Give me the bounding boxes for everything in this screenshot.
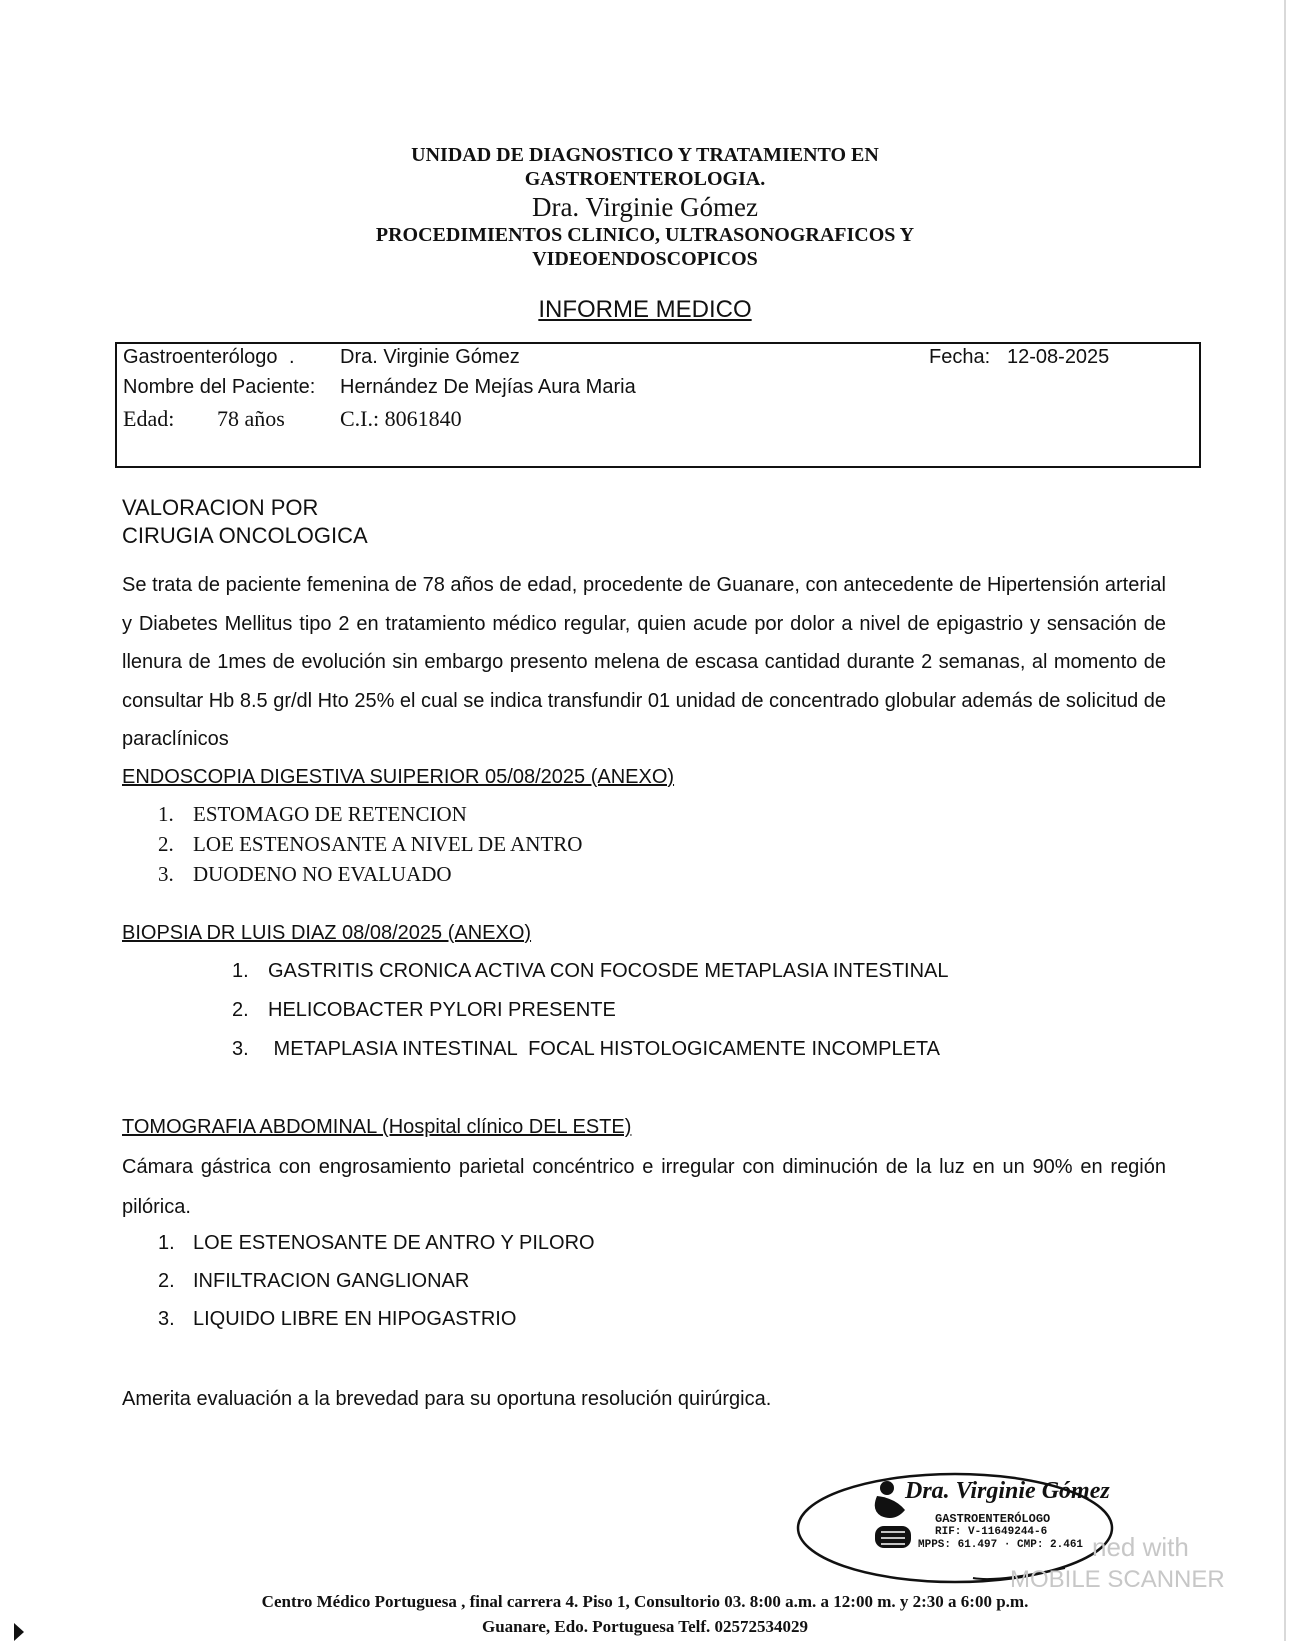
clinic-name-line1: UNIDAD DE DIAGNOSTICO Y TRATAMIENTO EN <box>411 144 879 166</box>
valoracion-line1: VALORACION POR <box>122 495 319 520</box>
paciente-label: Nombre del Paciente: <box>123 376 316 398</box>
stamp-rif: RIF: V-11649244-6 <box>935 1526 1048 1538</box>
scanner-watermark-line1: ned with <box>1092 1532 1189 1562</box>
stamp-role: GASTROENTERÓLOGO <box>935 1512 1051 1526</box>
doctor-name-header: Dra. Virginie Gómez <box>531 192 759 222</box>
procedures-header <box>0 223 1290 271</box>
tomografia-heading: TOMOGRAFIA ABDOMINAL (Hospital clínico DEL ESTE) <box>122 1116 632 1138</box>
valoracion-heading <box>122 494 368 550</box>
document-page: UNIDAD DE DIAGNOSTICO Y TRATAMIENTO EN GASTROENTEROLOGIA. Dra. Virginie Gómez PROCEDIMIENTOS CLINICO, ULTRASONOGRAFICOS Y VIDEOENDOSCOPICOS INFORME MEDICO Gastroenterólogo . Dra. Virginie Gómez Fecha: 12-08-2025 Nombre del Paciente: Hernández De Mejías Aura Maria Edad: 78 años C.I.: 8061840 VALORACION POR CIRUGIA ONCOLOGICA Se trata de paciente femenina de 78 años de edad, procedente de Guanare, con antecedente de Hipertensión arterial y Diabetes Mellitus tipo 2 en tratamiento médico regular, quien acude por dolor a nivel de epigastrio y sensación de llenura de 1mes de evolución sin embargo presento melena de escasa cantidad durante 2 semanas, al momento de consultar Hb 8.5 gr/dl Hto 25% el cual se indica transfundir 01 unidad de concentrado globular además de solicitud de paraclínicos ENDOSCOPIA DIGESTIVA SUIPERIOR 05/08/2025 (ANEXO) 1. ESTOMAGO DE RETENCION 2. LOE ESTENOSANTE A NIVEL DE ANTRO 3. DUODENO NO EVALUADO BIOPSIA DR LUIS DIAZ 08/08/2025 (ANEXO) 1. GASTRITIS CRONICA ACTIVA CON FOCOSDE METAPLASIA INTESTINAL 2. HELICOBACTER PYLORI PRESENTE 3. METAPLASIA INTESTINAL FOCAL HISTOLOGICAMENTE INCOMPLETA TOMOGRAFIA ABDOMINAL (Hospital clínico DEL ESTE) Cámara gástrica con engrosamiento parietal concéntrico e irregular con diminución de la luz en un 90% en región pilórica. 1. LOE ESTENOSANTE DE ANTRO Y PILORO 2. INFILTRACION GANGLIONAR 3. LIQUIDO LIBRE EN HIPOGASTRIO Amerita evaluación a la brevedad para su oportuna resolución quirúrgica. Dra. Virginie Gómez GASTROENTERÓLOGO RIF: V-11649244-6 MPPS: 61.497 · CMP: 2.461 ned with MOBILE SCANNER Centro Médico Portuguesa , final carrera 4. Piso 1, Consultorio 03. 8:00 a.m. a 12:00 m. y 2:30 a 6:00 p.m. Guanare, Edo. Portuguesa Telf. 02572534029 <box>0 0 1290 1641</box>
footer-address: Centro Médico Portuguesa , final carrera 4. Piso 1, Consultorio 03. 8:00 a.m. a 12:00 m. y 2:30 a 6:00 p.m. <box>261 1592 1029 1611</box>
corner-arrow-mark <box>14 1623 24 1641</box>
gastro-value: Dra. Virginie Gómez <box>340 346 520 368</box>
edad-value: 78 años <box>217 406 285 431</box>
tomografia-text: Cámara gástrica con engrosamiento parietal concéntrico e irregular con diminución de la luz en un 90% en región pilórica. <box>122 1156 1166 1218</box>
paciente-value: Hernández De Mejías Aura Maria <box>340 376 636 398</box>
fecha-value: 12-08-2025 <box>1007 346 1110 368</box>
report-title: INFORME MEDICO <box>538 296 752 323</box>
stamp-mpps: MPPS: 61.497 · CMP: 2.461 <box>918 1539 1084 1551</box>
gastro-label: Gastroenterólogo <box>123 346 278 368</box>
clinical-summary-paragraph: Se trata de paciente femenina de 78 años de edad, procedente de Guanare, con antecedente de Hipertensión arterial y Diabetes Mellitus tipo 2 en tratamiento médico regular, quien acude por dolor a nivel de epigastrio y sensación de llenura de 1mes de evolución sin embargo presento melena de escasa cantidad durante 2 semanas, al momento de consultar Hb 8.5 gr/dl Hto 25% el cual se indica transfundir 01 unidad de concentrado globular además de solicitud de paraclínicos <box>122 574 1166 750</box>
procedures-line2: VIDEOENDOSCOPICOS <box>532 248 758 270</box>
fecha-label: Fecha: <box>929 346 991 368</box>
gastro-dot: . <box>289 346 295 368</box>
footer-contact: Guanare, Edo. Portuguesa Telf. 02572534029 <box>481 1617 809 1636</box>
ci-value: C.I.: 8061840 <box>340 406 462 431</box>
endoscopia-heading: ENDOSCOPIA DIGESTIVA SUIPERIOR 05/08/2025 (ANEXO) <box>122 766 675 788</box>
clinic-header <box>0 143 1290 191</box>
scanner-watermark-line2: MOBILE SCANNER <box>1010 1566 1225 1593</box>
biopsia-heading: BIOPSIA DR LUIS DIAZ 08/08/2025 (ANEXO) <box>122 922 532 944</box>
clinic-name-line2: GASTROENTEROLOGIA. <box>524 168 766 190</box>
valoracion-line2: CIRUGIA ONCOLOGICA <box>122 523 368 548</box>
conclusion-text: Amerita evaluación a la brevedad para su oportuna resolución quirúrgica. <box>122 1388 772 1410</box>
edad-label: Edad: <box>123 406 175 431</box>
stamp-doctor-name: Dra. Virginie Gómez <box>905 1478 1110 1504</box>
patient-info-box <box>115 342 1201 468</box>
procedures-line1: PROCEDIMIENTOS CLINICO, ULTRASONOGRAFICOS Y <box>375 224 915 246</box>
